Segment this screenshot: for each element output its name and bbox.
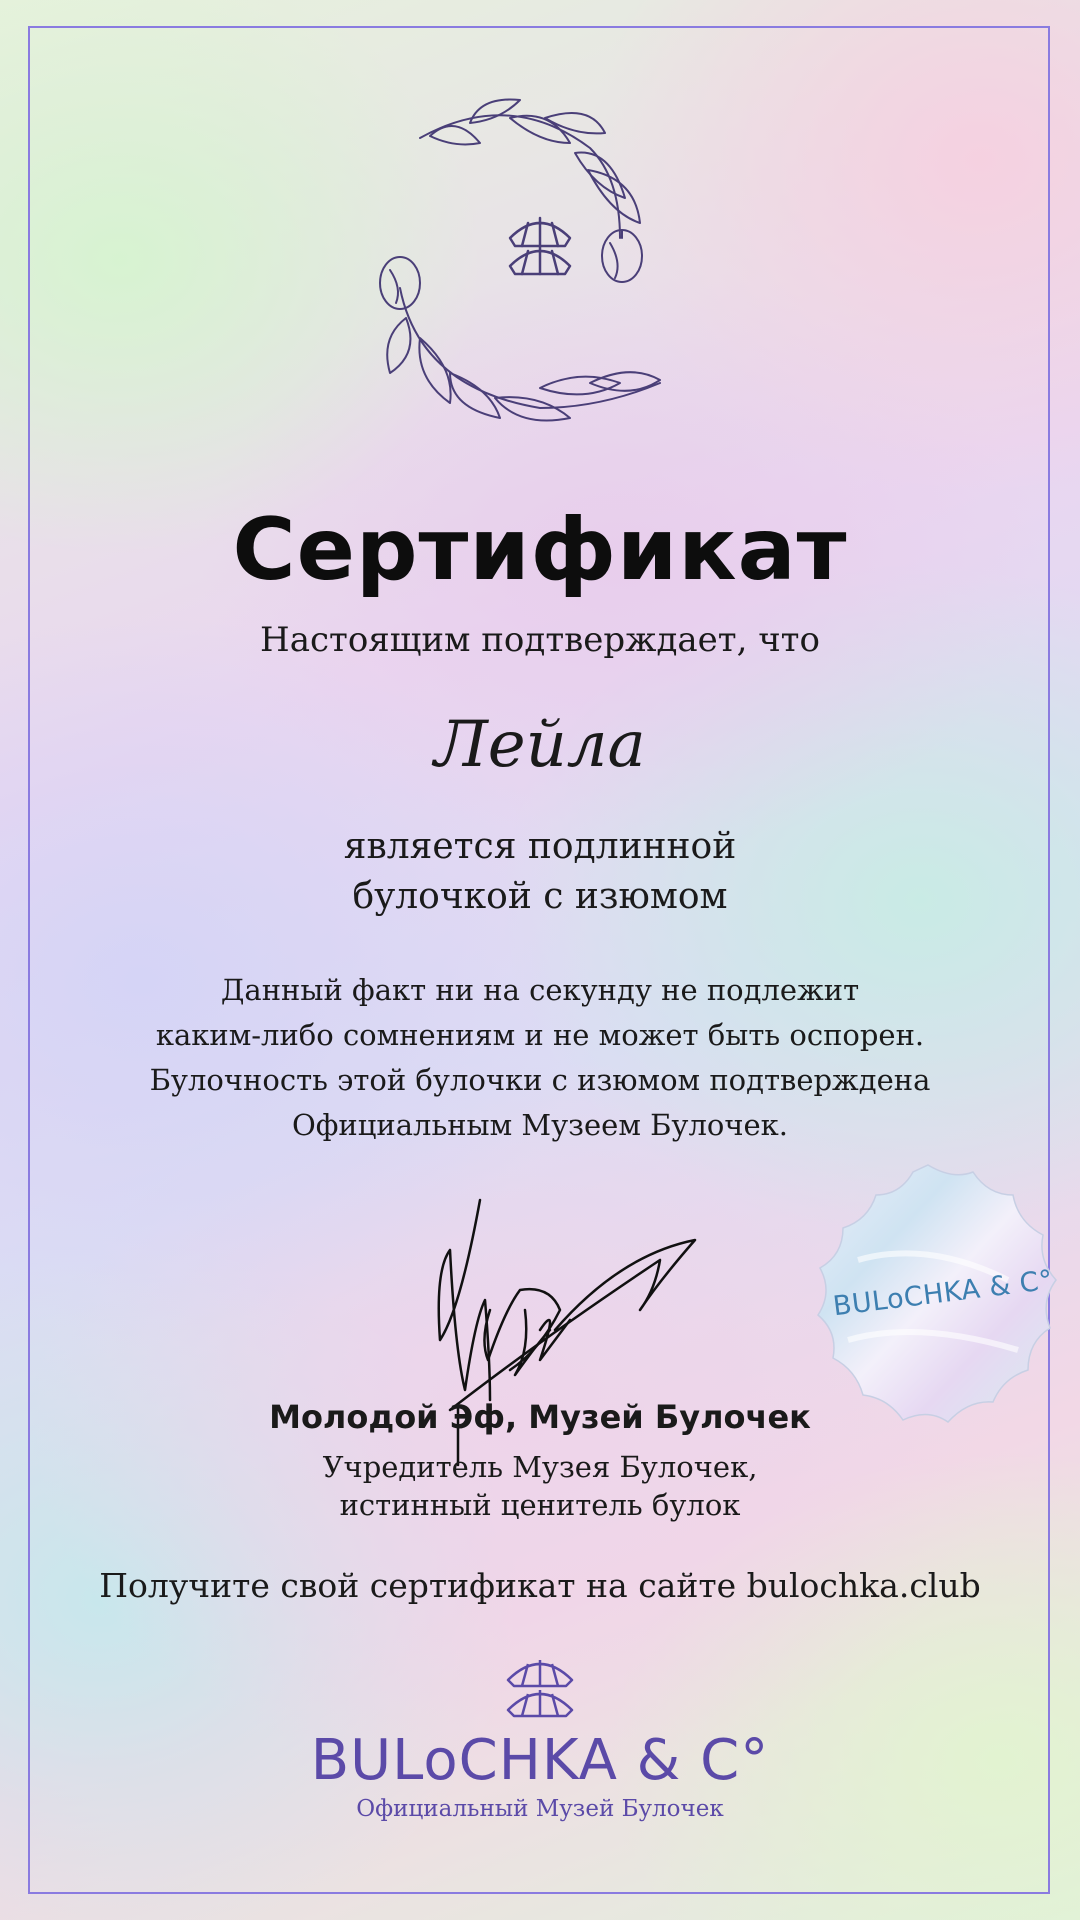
footer-tagline: Официальный Музей Булочек [356,1796,724,1822]
recipient-name: Лейла [434,708,646,782]
certificate-body [0,968,1080,1148]
footer-brand-logo: BULoCHKA & C° [310,1728,770,1793]
seal-brand-text: BULoCHKA & C° [831,1264,1055,1323]
laurel-wreath-icon [360,88,720,448]
body-line: Официальным Музеем Булочек. [291,1108,789,1142]
certificate-title: Сертификат [232,500,848,600]
croissant-icon [500,1652,580,1718]
body-line: Булочность этой булочки с изюмом подтверждена [149,1063,931,1097]
signer-role-line: истинный ценитель булок [339,1488,741,1522]
statement-line: является подлинной [343,826,737,867]
certificate-subtitle: Настоящим подтверждает, что [260,620,820,660]
body-line: каким-либо сомнениям и не может быть оспорен. [155,1018,925,1052]
signer-role [0,1448,1080,1524]
get-certificate-link-text[interactable]: Получите свой сертификат на сайте bulochka.club [99,1566,981,1605]
certificate-statement [0,822,1080,922]
statement-line: булочкой с изюмом [352,876,728,917]
body-line: Данный факт ни на секунду не подлежит [220,973,860,1007]
signer-role-line: Учредитель Музея Булочек, [322,1450,758,1484]
signer-name: Молодой Эф, Музей Булочек [269,1398,811,1436]
croissant-icon [510,218,570,274]
